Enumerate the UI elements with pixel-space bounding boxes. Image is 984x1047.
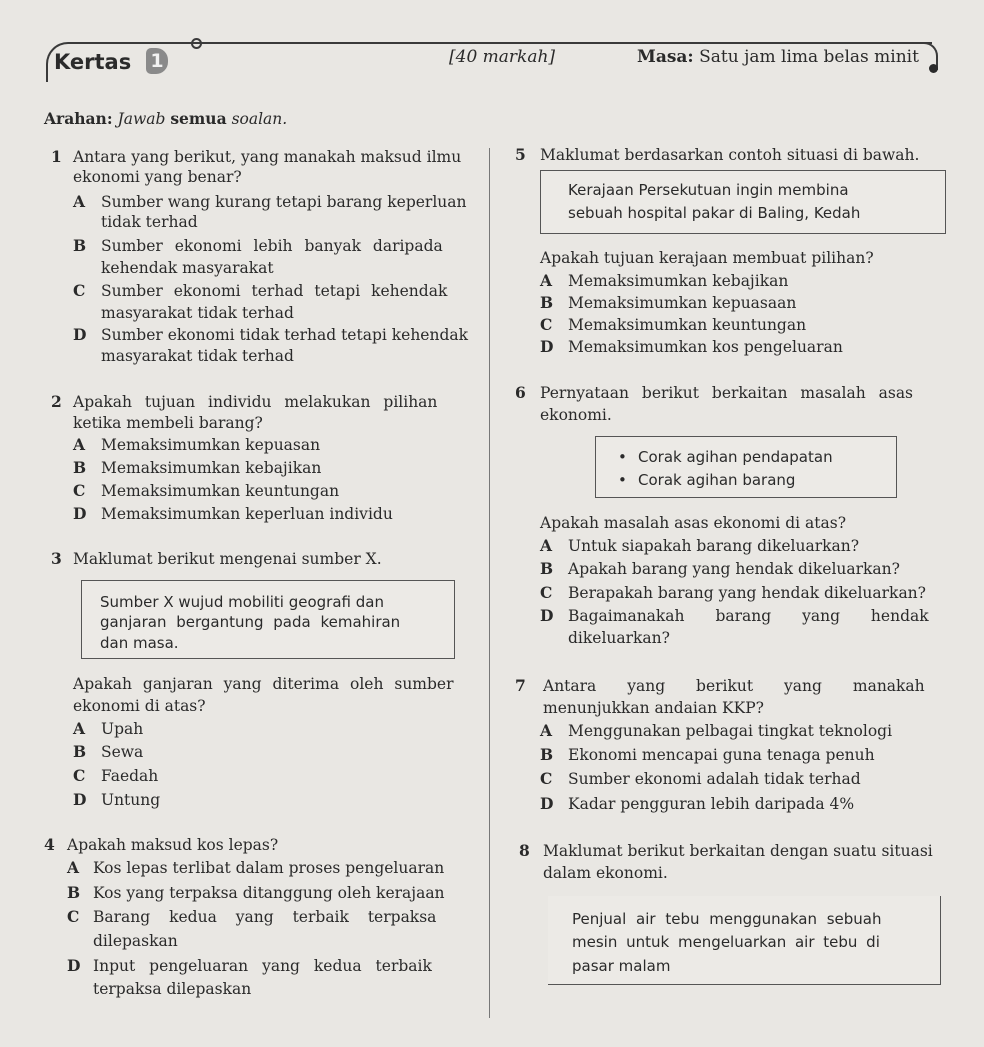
option-letter: B [73, 236, 87, 255]
option-letter: A [73, 435, 86, 454]
option-letter: C [73, 481, 86, 500]
option-letter: C [67, 907, 80, 926]
option-letter: D [67, 956, 81, 975]
option-a-text[interactable]: Upah [101, 720, 144, 738]
marks-label: [40 markah] [449, 47, 556, 67]
option-c-text[interactable]: Memaksimumkan keuntungan [568, 316, 807, 334]
question-ask: ekonomi di atas? [73, 697, 206, 715]
option-letter: D [73, 325, 87, 344]
info-box [81, 580, 455, 659]
question-number: 8 [519, 841, 530, 860]
question-stem: Maklumat berikut berkaitan dengan suatu situasi [543, 842, 933, 860]
option-letter: B [67, 883, 81, 902]
option-letter: D [73, 504, 87, 523]
question-stem: Antara yang berikut yang manakah [543, 677, 925, 695]
option-letter: B [73, 458, 87, 477]
option-b-text[interactable]: Sewa [101, 743, 144, 761]
option-letter: B [540, 745, 554, 764]
info-box-line: Kerajaan Persekutuan ingin membina [568, 181, 849, 199]
option-letter: A [67, 858, 80, 877]
option-a-text[interactable]: Menggunakan pelbagai tingkat teknologi [568, 722, 893, 740]
option-b-text[interactable]: Kos yang terpaksa ditanggung oleh kerajaan [93, 884, 445, 902]
question-number: 7 [515, 676, 526, 695]
option-d-text[interactable]: Kadar pengguran lebih daripada 4% [568, 795, 855, 813]
header-band [40, 28, 944, 76]
option-b-text[interactable]: Ekonomi mencapai guna tenaga penuh [568, 746, 875, 764]
option-letter: B [73, 742, 87, 761]
option-letter: C [73, 281, 86, 300]
option-c-text[interactable]: Sumber ekonomi terhad tetapi kehendak [101, 282, 448, 300]
option-c-text[interactable]: Sumber ekonomi adalah tidak terhad [568, 770, 861, 788]
option-a-text[interactable]: Memaksimumkan kebajikan [568, 272, 789, 290]
header-curve [46, 42, 194, 82]
info-box-line: sebuah hospital pakar di Baling, Kedah [568, 204, 861, 222]
question-number: 6 [515, 383, 526, 402]
question-stem: Maklumat berikut mengenai sumber X. [73, 550, 382, 568]
option-letter: A [73, 719, 86, 738]
info-box [540, 170, 946, 234]
option-d-text[interactable]: terpaksa dilepaskan [93, 980, 252, 998]
option-d-text[interactable]: Memaksimumkan kos pengeluaran [568, 338, 843, 356]
question-stem: Apakah tujuan individu melakukan pilihan [73, 393, 438, 411]
option-b-text[interactable]: Apakah barang yang hendak dikeluarkan? [568, 560, 900, 578]
paper-number-badge: 1 [146, 48, 168, 74]
option-letter: A [540, 536, 553, 555]
option-a-text[interactable]: Sumber wang kurang tetapi barang keperluan [101, 193, 467, 211]
header-rule [192, 42, 932, 44]
question-stem: ketika membeli barang? [73, 414, 263, 432]
question-stem: ekonomi yang benar? [73, 168, 242, 186]
option-letter: A [540, 721, 553, 740]
option-d-text[interactable]: Sumber ekonomi tidak terhad tetapi kehendak [101, 326, 469, 344]
option-letter: D [540, 606, 554, 625]
info-box [548, 896, 941, 985]
info-box [595, 436, 897, 498]
option-b-text[interactable]: Memaksimumkan kepuasaan [568, 294, 797, 312]
option-d-text[interactable]: Bagaimanakah barang yang hendak [568, 607, 929, 625]
option-d-text[interactable]: Untung [101, 791, 161, 809]
question-number: 1 [51, 147, 62, 166]
info-box-line: ganjaran bergantung pada kemahiran [100, 613, 401, 631]
column-divider [489, 148, 490, 1018]
question-stem: Pernyataan berikut berkaitan masalah asas [540, 384, 914, 402]
option-letter: A [540, 271, 553, 290]
option-d-text[interactable]: Input pengeluaran yang kedua terbaik [93, 957, 432, 975]
option-c-text[interactable]: masyarakat tidak terhad [101, 304, 294, 322]
option-letter: D [73, 790, 87, 809]
question-stem: Maklumat berdasarkan contoh situasi di bawah. [540, 146, 920, 164]
question-number: 3 [51, 549, 62, 568]
question-stem: menunjukkan andaian KKP? [543, 699, 764, 717]
option-letter: A [73, 192, 86, 211]
question-stem: dalam ekonomi. [543, 864, 668, 882]
option-a-text[interactable]: Memaksimumkan kepuasan [101, 436, 321, 454]
option-letter: C [73, 766, 86, 785]
info-box-line: mesin untuk mengeluarkan air tebu di [572, 933, 880, 951]
option-letter: B [540, 293, 554, 312]
info-box-line: Penjual air tebu menggunakan sebuah [572, 910, 882, 928]
option-letter: D [540, 337, 554, 356]
question-stem: Apakah maksud kos lepas? [67, 836, 279, 854]
info-box-line: pasar malam [572, 957, 671, 975]
option-c-text[interactable]: dilepaskan [93, 932, 178, 950]
question-number: 4 [44, 835, 55, 854]
bullet-item: • Corak agihan pendapatan [638, 448, 833, 466]
option-c-text[interactable]: Faedah [101, 767, 159, 785]
question-number: 5 [515, 145, 526, 164]
option-c-text[interactable]: Barang kedua yang terbaik terpaksa [93, 908, 437, 926]
option-letter: C [540, 769, 553, 788]
option-d-text[interactable]: Memaksimumkan keperluan individu [101, 505, 393, 523]
question-ask: Apakah tujuan kerajaan membuat pilihan? [540, 249, 874, 267]
paper-label: Kertas [54, 50, 132, 74]
option-b-text[interactable]: Memaksimumkan kebajikan [101, 459, 322, 477]
question-ask: Apakah masalah asas ekonomi di atas? [540, 514, 847, 532]
option-b-text[interactable]: Sumber ekonomi lebih banyak daripada [101, 237, 443, 255]
time-label: Masa: Satu jam lima belas minit [637, 47, 919, 67]
bullet-item: • Corak agihan barang [638, 471, 795, 489]
info-box-line: Sumber X wujud mobiliti geografi dan [100, 593, 384, 611]
option-c-text[interactable]: Memaksimumkan keuntungan [101, 482, 340, 500]
option-c-text[interactable]: Berapakah barang yang hendak dikeluarkan? [568, 584, 926, 602]
option-letter: C [540, 583, 553, 602]
option-a-text[interactable]: Kos lepas terlibat dalam proses pengeluaran [93, 859, 445, 877]
option-b-text[interactable]: kehendak masyarakat [101, 259, 274, 277]
option-letter: C [540, 315, 553, 334]
option-d-text[interactable]: dikeluarkan? [568, 629, 670, 647]
header-end-dot [929, 64, 938, 73]
info-box-line: dan masa. [100, 634, 179, 652]
question-stem: ekonomi. [540, 406, 612, 424]
question-number: 2 [51, 392, 62, 411]
option-d-text[interactable]: masyarakat tidak terhad [101, 347, 294, 365]
option-letter: B [540, 559, 554, 578]
option-a-text[interactable]: tidak terhad [101, 213, 198, 231]
option-letter: D [540, 794, 554, 813]
question-stem: Antara yang berikut, yang manakah maksud ilmu [73, 148, 462, 166]
question-ask: Apakah ganjaran yang diterima oleh sumber [73, 675, 454, 693]
instruction: Arahan: Jawab semua soalan. [44, 109, 288, 128]
option-a-text[interactable]: Untuk siapakah barang dikeluarkan? [568, 537, 860, 555]
